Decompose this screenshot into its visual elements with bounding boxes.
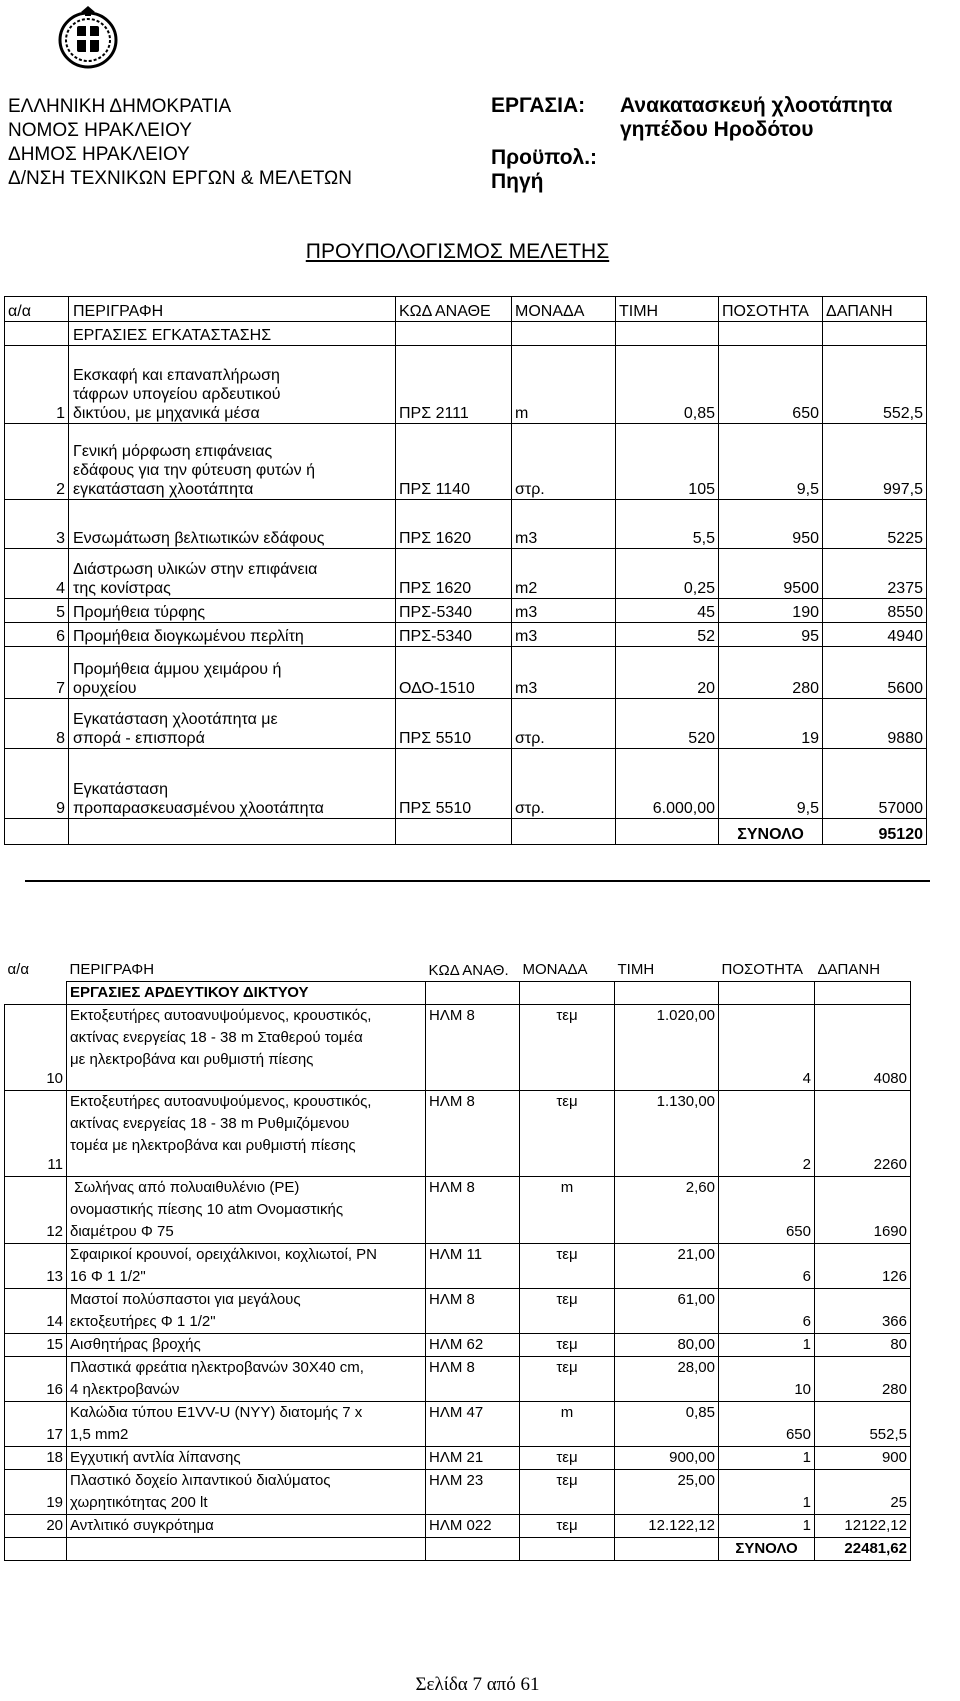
header-cell: ΔΑΠΑΝΗ: [817, 960, 881, 978]
row-description: Αντλιτικό συγκρότημα: [67, 1514, 426, 1537]
row-unit: τεμ: [520, 1090, 615, 1176]
issuing-authority: [8, 95, 352, 191]
row-cost: 80: [815, 1333, 911, 1356]
row-unit: τεμ: [520, 1288, 615, 1333]
row-unit: στρ.: [512, 699, 616, 749]
row-unit: m: [520, 1401, 615, 1446]
row-cost: 4940: [823, 623, 927, 647]
header-cell: α/α: [7, 961, 30, 978]
total-label: ΣΥΝΟΛΟ: [719, 819, 823, 845]
row-unit: τεμ: [520, 1356, 615, 1401]
row-number: 16: [5, 1356, 67, 1401]
row-quantity: 280: [719, 647, 823, 699]
row-code: ΠΡΣ 1620: [396, 549, 512, 599]
row-price: 1.130,00: [615, 1090, 719, 1176]
table-row: [5, 699, 927, 749]
row-description: Πλαστικό δοχείο λιπαντικού διαλύματος χωρητικότητας 200 lt: [67, 1469, 426, 1514]
row-cost: 900: [815, 1446, 911, 1469]
row-quantity: 9,5: [719, 424, 823, 500]
row-number: 14: [5, 1288, 67, 1333]
table-row: [5, 1514, 911, 1537]
table-row: [5, 1090, 911, 1176]
row-code: ΠΡΣ 1140: [396, 424, 512, 500]
row-cost: 8550: [823, 599, 927, 623]
row-number: 12: [5, 1176, 67, 1243]
row-cost: 997,5: [823, 424, 927, 500]
row-description: Αισθητήρας βροχής: [67, 1333, 426, 1356]
row-quantity: 650: [719, 1176, 815, 1243]
row-unit: m3: [512, 500, 616, 549]
row-code: ΠΡΣ 5510: [396, 699, 512, 749]
row-number: 15: [5, 1333, 67, 1356]
table-row: [5, 1333, 911, 1356]
table-row: [5, 1004, 911, 1090]
row-cost: 552,5: [815, 1401, 911, 1446]
table-row: [5, 549, 927, 599]
row-code: ΗΛΜ 8: [426, 1176, 520, 1243]
row-price: 1.020,00: [615, 1004, 719, 1090]
row-cost: 1690: [815, 1176, 911, 1243]
row-cost: 25: [815, 1469, 911, 1514]
row-quantity: 6: [719, 1288, 815, 1333]
row-code: ΗΛΜ 23: [426, 1469, 520, 1514]
row-number: 19: [5, 1469, 67, 1514]
row-price: 5,5: [616, 500, 719, 549]
row-price: 52: [616, 623, 719, 647]
row-number: 18: [5, 1446, 67, 1469]
row-code: ΠΡΣ-5340: [396, 599, 512, 623]
row-code: ΠΡΣ 1620: [396, 500, 512, 549]
row-description: Γενική μόρφωση επιφάνειας εδάφους για την φύτευση φυτών ή εγκατάσταση χλοοτάπητα: [69, 424, 396, 500]
row-price: 12.122,12: [615, 1514, 719, 1537]
row-quantity: 95: [719, 623, 823, 647]
row-price: 2,60: [615, 1176, 719, 1243]
row-price: 0,25: [616, 549, 719, 599]
row-number: 3: [5, 500, 69, 549]
row-unit: m: [520, 1176, 615, 1243]
row-unit: m3: [512, 599, 616, 623]
row-cost: 57000: [823, 749, 927, 819]
table-row: [5, 1356, 911, 1401]
row-quantity: 650: [719, 1401, 815, 1446]
authority-line: ΔΗΜΟΣ ΗΡΑΚΛΕΙΟΥ: [8, 144, 190, 165]
total-value: 95120: [823, 819, 927, 845]
row-price: 900,00: [615, 1446, 719, 1469]
row-code: ΗΛΜ 21: [426, 1446, 520, 1469]
row-number: 17: [5, 1401, 67, 1446]
row-quantity: 1: [719, 1446, 815, 1469]
table-row: [5, 749, 927, 819]
row-price: 45: [616, 599, 719, 623]
header-cell: ΠΕΡΙΓΡΑΦΗ: [69, 960, 155, 978]
row-quantity: 6: [719, 1243, 815, 1288]
row-code: ΠΡΣ-5340: [396, 623, 512, 647]
row-description: Εκτοξευτήρες αυτοανυψούμενος, κρουστικός, ακτίνας ενεργείας 18 - 38 m Ρυθμιζόμενου τομέα με ηλεκτροβάνα και ρυθμιστή πίεσης: [67, 1090, 426, 1176]
row-cost: 5600: [823, 647, 927, 699]
total-row: [5, 819, 927, 845]
row-unit: τεμ: [520, 1446, 615, 1469]
header-cell: ΠΟΣΟΤΗΤΑ: [719, 297, 823, 322]
work-title: Ανακατασκευή χλοοτάπητα: [620, 94, 893, 117]
row-quantity: 9500: [719, 549, 823, 599]
row-price: 520: [616, 699, 719, 749]
table-header-row: [5, 297, 927, 322]
row-description: Διάστρωση υλικών στην επιφάνεια της κονίστρας: [69, 549, 396, 599]
row-quantity: 4: [719, 1004, 815, 1090]
row-quantity: 10: [719, 1356, 815, 1401]
row-number: 9: [5, 749, 69, 819]
divider: [25, 880, 930, 882]
row-unit: τεμ: [520, 1514, 615, 1537]
row-description: Προμήθεια διογκωμένου περλίτη: [69, 623, 396, 647]
row-code: ΗΛΜ 8: [426, 1004, 520, 1090]
authority-line: Δ/ΝΣΗ ΤΕΧΝΙΚΩΝ ΕΡΓΩΝ & ΜΕΛΕΤΩΝ: [8, 168, 352, 189]
row-number: 7: [5, 647, 69, 699]
row-unit: τεμ: [520, 1243, 615, 1288]
row-code: ΗΛΜ 11: [426, 1243, 520, 1288]
header-cell: ΤΙΜΗ: [616, 297, 719, 322]
row-price: 0,85: [615, 1401, 719, 1446]
source-label: Πηγή: [491, 170, 544, 193]
row-quantity: 950: [719, 500, 823, 549]
row-code: ΠΡΣ 5510: [396, 749, 512, 819]
row-description: Πλαστικά φρεάτια ηλεκτροβανών 30Χ40 cm, 4 ηλεκτροβανών: [67, 1356, 426, 1401]
row-description: Ενσωμάτωση βελτιωτικών εδάφους: [69, 500, 396, 549]
table-row: [5, 346, 927, 424]
table-row: [5, 500, 927, 549]
row-price: 0,85: [616, 346, 719, 424]
row-cost: 12122,12: [815, 1514, 911, 1537]
row-cost: 9880: [823, 699, 927, 749]
row-quantity: 2: [719, 1090, 815, 1176]
row-description: Προμήθεια τύρφης: [69, 599, 396, 623]
work-label: ΕΡΓΑΣΙΑ:: [491, 94, 586, 117]
row-description: Μαστοί πολύσπαστοι για μεγάλους εκτοξευτήρες Φ 1 1/2": [67, 1288, 426, 1333]
total-row: [5, 1537, 911, 1560]
authority-line: ΝΟΜΟΣ ΗΡΑΚΛΕΙΟΥ: [8, 120, 192, 141]
greek-republic-emblem-icon: [55, 4, 121, 70]
header-cell: ΚΩΔ ΑΝΑΘΕ: [396, 297, 512, 322]
row-code: ΟΔΟ-1510: [396, 647, 512, 699]
section-title: ΕΡΓΑΣΙΕΣ ΑΡΔΕΥΤΙΚΟΥ ΔΙΚΤΥΟΥ: [67, 981, 426, 1004]
row-quantity: 1: [719, 1469, 815, 1514]
row-quantity: 9,5: [719, 749, 823, 819]
row-quantity: 1: [719, 1514, 815, 1537]
table-row: [5, 1243, 911, 1288]
row-unit: m3: [512, 647, 616, 699]
row-code: ΠΡΣ 2111: [396, 346, 512, 424]
page-number: Σελίδα 7 από 61: [415, 1674, 540, 1695]
row-unit: m2: [512, 549, 616, 599]
header-cell: α/α: [5, 297, 69, 322]
project-info: [491, 94, 892, 194]
row-code: ΗΛΜ 022: [426, 1514, 520, 1537]
table-row: [5, 623, 927, 647]
header-cell: ΠΟΣΟΤΗΤΑ: [721, 960, 803, 978]
row-description: Σφαιρικοί κρουνοί, ορειχάλκινοι, κοχλιωτοί, PN 16 Φ 1 1/2": [67, 1243, 426, 1288]
row-description: Σωλήνας από πολυαιθυλένιο (PE) ονομαστικής πίεσης 10 atm Ονομαστικής διαμέτρου Φ 75: [67, 1176, 426, 1243]
table-row: [5, 1469, 911, 1514]
section-row: [5, 322, 927, 346]
row-code: ΗΛΜ 8: [426, 1356, 520, 1401]
row-price: 105: [616, 424, 719, 500]
table-row: [5, 1288, 911, 1333]
table-row: [5, 424, 927, 500]
row-price: 6.000,00: [616, 749, 719, 819]
header-cell: ΠΕΡΙΓΡΑΦΗ: [69, 297, 396, 322]
row-description: Εκτοξευτήρες αυτοανυψούμενος, κρουστικός, ακτίνας ενεργείας 18 - 38 m Σταθερού τομέα με ηλεκτροβάνα και ρυθμιστή πίεσης: [67, 1004, 426, 1090]
row-number: 13: [5, 1243, 67, 1288]
row-code: ΗΛΜ 8: [426, 1090, 520, 1176]
table-row: [5, 1176, 911, 1243]
installation-works-table: [4, 296, 927, 845]
row-unit: στρ.: [512, 749, 616, 819]
row-price: 61,00: [615, 1288, 719, 1333]
work-title-cont: γηπέδου Ηροδότου: [620, 118, 814, 141]
row-description: Εγκατάσταση χλοοτάπητα με σπορά - επισπορά: [69, 699, 396, 749]
row-number: 5: [5, 599, 69, 623]
table-row: [5, 647, 927, 699]
section-title: ΕΡΓΑΣΙΕΣ ΕΓΚΑΤΑΣΤΑΣΗΣ: [69, 322, 396, 346]
header-cell: ΜΟΝΑΔΑ: [512, 297, 616, 322]
row-number: 1: [5, 346, 69, 424]
row-number: 11: [5, 1090, 67, 1176]
row-cost: 2375: [823, 549, 927, 599]
header-cell: ΚΩΔ ΑΝΑΘ.: [428, 961, 509, 979]
row-description: Εγχυτική αντλία λίπανσης: [67, 1446, 426, 1469]
row-price: 20: [616, 647, 719, 699]
header-cell: ΜΟΝΑΔΑ: [522, 960, 588, 978]
row-price: 80,00: [615, 1333, 719, 1356]
row-code: ΗΛΜ 8: [426, 1288, 520, 1333]
row-cost: 280: [815, 1356, 911, 1401]
budget-label: Προϋπολ.:: [491, 146, 598, 169]
total-label: ΣΥΝΟΛΟ: [719, 1537, 815, 1560]
row-description: Προμήθεια άμμου χειμάρου ή ορυχείου: [69, 647, 396, 699]
row-unit: στρ.: [512, 424, 616, 500]
row-quantity: 1: [719, 1333, 815, 1356]
row-unit: m: [512, 346, 616, 424]
row-cost: 2260: [815, 1090, 911, 1176]
authority-line: ΕΛΛΗΝΙΚΗ ΔΗΜΟΚΡΑΤΙΑ: [8, 96, 232, 117]
row-cost: 366: [815, 1288, 911, 1333]
row-quantity: 190: [719, 599, 823, 623]
row-number: 8: [5, 699, 69, 749]
table-header-row: [5, 937, 911, 981]
row-unit: τεμ: [520, 1333, 615, 1356]
row-code: ΗΛΜ 62: [426, 1333, 520, 1356]
row-description: Εγκατάσταση προπαρασκευασμένου χλοοτάπητα: [69, 749, 396, 819]
row-number: 6: [5, 623, 69, 647]
row-cost: 5225: [823, 500, 927, 549]
row-unit: m3: [512, 623, 616, 647]
table-row: [5, 599, 927, 623]
row-cost: 4080: [815, 1004, 911, 1090]
row-description: Εκσκαφή και επαναπλήρωση τάφρων υπογείου αρδευτικού δικτύου, με μηχανικά μέσα: [69, 346, 396, 424]
row-quantity: 19: [719, 699, 823, 749]
page-title: ΠΡΟΥΠΟΛΟΓΙΣΜΟΣ ΜΕΛΕΤΗΣ: [305, 240, 610, 263]
table-row: [5, 1446, 911, 1469]
row-price: 25,00: [615, 1469, 719, 1514]
row-cost: 126: [815, 1243, 911, 1288]
header-cell: ΔΑΠΑΝΗ: [823, 297, 927, 322]
row-price: 21,00: [615, 1243, 719, 1288]
row-description: Καλώδια τύπου Ε1VV-U (NYY) διατομής 7 x 1,5 mm2: [67, 1401, 426, 1446]
row-unit: τεμ: [520, 1004, 615, 1090]
row-number: 4: [5, 549, 69, 599]
table-row: [5, 1401, 911, 1446]
row-cost: 552,5: [823, 346, 927, 424]
header-cell: ΤΙΜΗ: [617, 960, 655, 978]
irrigation-works-table: [4, 937, 911, 1561]
row-unit: τεμ: [520, 1469, 615, 1514]
row-number: 20: [5, 1514, 67, 1537]
row-number: 10: [5, 1004, 67, 1090]
total-value: 22481,62: [815, 1537, 911, 1560]
row-code: ΗΛΜ 47: [426, 1401, 520, 1446]
row-price: 28,00: [615, 1356, 719, 1401]
row-number: 2: [5, 424, 69, 500]
section-row: [5, 981, 911, 1004]
row-quantity: 650: [719, 346, 823, 424]
